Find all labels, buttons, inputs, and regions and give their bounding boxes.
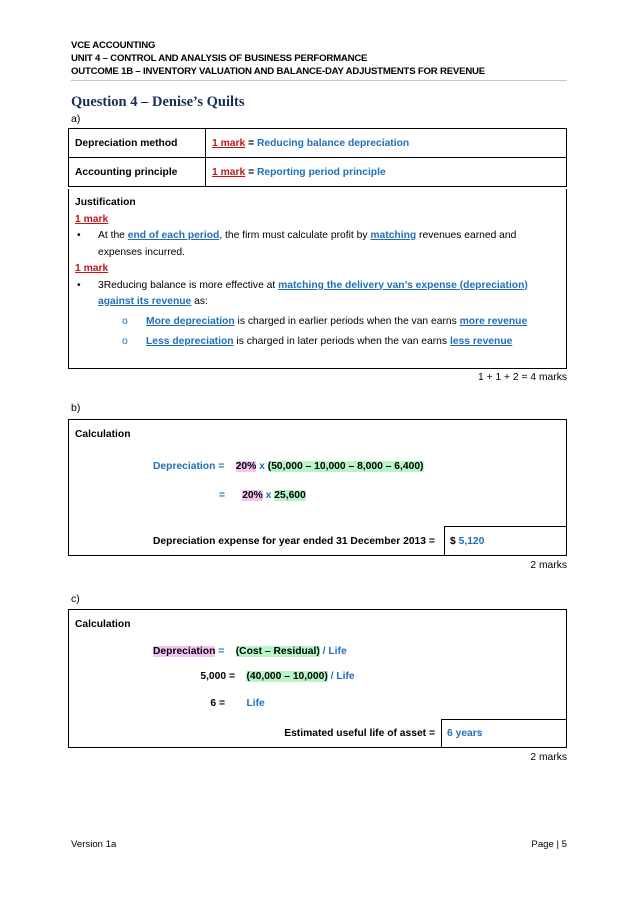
answer-box-divider bbox=[441, 719, 442, 748]
text-run: At the bbox=[98, 230, 128, 241]
highlight-term: less revenue bbox=[449, 336, 513, 347]
justification-point bbox=[75, 278, 560, 311]
text-run: as: bbox=[191, 296, 208, 307]
highlight-term: more revenue bbox=[459, 315, 528, 327]
base-expression: (40,000 – 10,000) bbox=[246, 671, 328, 682]
calculation-caption: Calculation bbox=[75, 619, 131, 630]
mark-label: 1 mark bbox=[75, 263, 109, 274]
divide-life: / Life bbox=[319, 646, 347, 657]
text-run: is charged in later periods when the van earns bbox=[233, 336, 450, 347]
question-title: Question 4 – Denise’s Quilts bbox=[71, 94, 245, 110]
mark-separator: = bbox=[245, 166, 257, 178]
highlight-term: More depreciation bbox=[146, 315, 235, 327]
text-run: is charged in earlier periods when the van earns bbox=[234, 315, 460, 327]
equals-sign: = bbox=[219, 490, 226, 501]
highlight-term: matching the delivery van’s expense (depreciation) against its revenue bbox=[98, 279, 528, 307]
text-run: revenues earned and expenses incurred. bbox=[98, 230, 517, 258]
formula-label: Depreciation = bbox=[153, 461, 225, 472]
multiply-sign: x bbox=[256, 461, 268, 472]
document-footer bbox=[71, 839, 567, 850]
formula-label: Depreciation bbox=[153, 646, 216, 657]
document-header bbox=[71, 39, 567, 78]
base-expression: (Cost – Residual) bbox=[235, 646, 320, 657]
row-answer bbox=[206, 158, 567, 187]
depreciation-formula-line bbox=[153, 461, 424, 472]
mark-label: 1 mark bbox=[212, 166, 246, 178]
justification-point bbox=[75, 228, 560, 261]
part-a-marks-total: 1 + 1 + 2 = 4 marks bbox=[477, 372, 567, 383]
solved-value bbox=[235, 698, 265, 709]
answer-box-top bbox=[441, 719, 567, 720]
answer-box-divider bbox=[444, 526, 445, 556]
row-label: Accounting principle bbox=[69, 158, 206, 187]
mark-label: 1 mark bbox=[212, 137, 246, 149]
part-c-calculation-box bbox=[68, 609, 567, 748]
base-expression: (50,000 – 10,000 – 8,000 – 6,400) bbox=[267, 461, 424, 472]
useful-life-label: Estimated useful life of asset = bbox=[284, 728, 435, 739]
table-row bbox=[69, 129, 567, 158]
life-word: Life bbox=[246, 698, 265, 709]
part-a-label: a) bbox=[71, 113, 81, 125]
mark-label: 1 mark bbox=[75, 213, 109, 225]
header-outcome: OUTCOME 1B – INVENTORY VALUATION AND BALANCE-DAY ADJUSTMENTS FOR REVENUE bbox=[71, 66, 485, 77]
table-row bbox=[69, 158, 567, 187]
rate-value: 20% bbox=[242, 490, 263, 501]
useful-life-value: 6 years bbox=[447, 728, 483, 739]
base-value: 25,600 bbox=[274, 490, 306, 501]
expense-label: Depreciation expense for year ended 31 December 2013 = bbox=[153, 536, 435, 547]
part-b-label: b) bbox=[71, 402, 81, 414]
rate-value: 20% bbox=[235, 461, 257, 472]
part-a-table bbox=[68, 128, 567, 187]
page-number: Page | 5 bbox=[531, 839, 567, 850]
life-formula-line bbox=[153, 646, 347, 657]
divide-life: / Life bbox=[327, 671, 355, 682]
highlight-term: end of each period bbox=[127, 230, 220, 241]
solved-label: 6 = bbox=[210, 698, 225, 709]
part-b-marks-total: 2 marks bbox=[530, 560, 567, 571]
part-c-marks-total: 2 marks bbox=[530, 752, 567, 763]
part-b-calculation-box bbox=[68, 419, 567, 556]
sub-point bbox=[75, 314, 560, 331]
answer-text: Reducing balance depreciation bbox=[256, 137, 410, 149]
justification-box bbox=[68, 189, 567, 369]
answer-text: Reporting period principle bbox=[256, 166, 386, 178]
justification-heading: Justification bbox=[75, 197, 136, 208]
expense-value: $ 5,120 bbox=[450, 536, 485, 547]
highlight-term: Less depreciation bbox=[146, 336, 234, 347]
substitution-line bbox=[235, 671, 355, 682]
answer-box-top bbox=[444, 526, 567, 527]
header-unit: UNIT 4 – CONTROL AND ANALYSIS OF BUSINESS PERFORMANCE bbox=[71, 53, 368, 64]
mark-separator: = bbox=[245, 137, 257, 149]
substitution-label: 5,000 = bbox=[200, 671, 235, 682]
highlight-term: matching bbox=[370, 230, 417, 241]
multiply-sign: x bbox=[262, 490, 275, 501]
calculation-caption: Calculation bbox=[75, 429, 131, 440]
row-label: Depreciation method bbox=[69, 129, 206, 158]
header-divider bbox=[71, 80, 567, 81]
sub-point bbox=[75, 334, 560, 351]
text-run: 3Reducing balance is more effective at bbox=[98, 279, 279, 291]
text-run: , the firm must calculate profit by bbox=[219, 230, 371, 241]
version-label: Version 1a bbox=[71, 839, 117, 850]
part-c-label: c) bbox=[71, 593, 80, 605]
expense-amount-display: 5,120 bbox=[458, 536, 485, 547]
equals-sign: = bbox=[215, 646, 225, 657]
row-answer bbox=[206, 129, 567, 158]
header-subject: VCE ACCOUNTING bbox=[71, 40, 156, 51]
depreciation-result-line bbox=[219, 490, 306, 501]
